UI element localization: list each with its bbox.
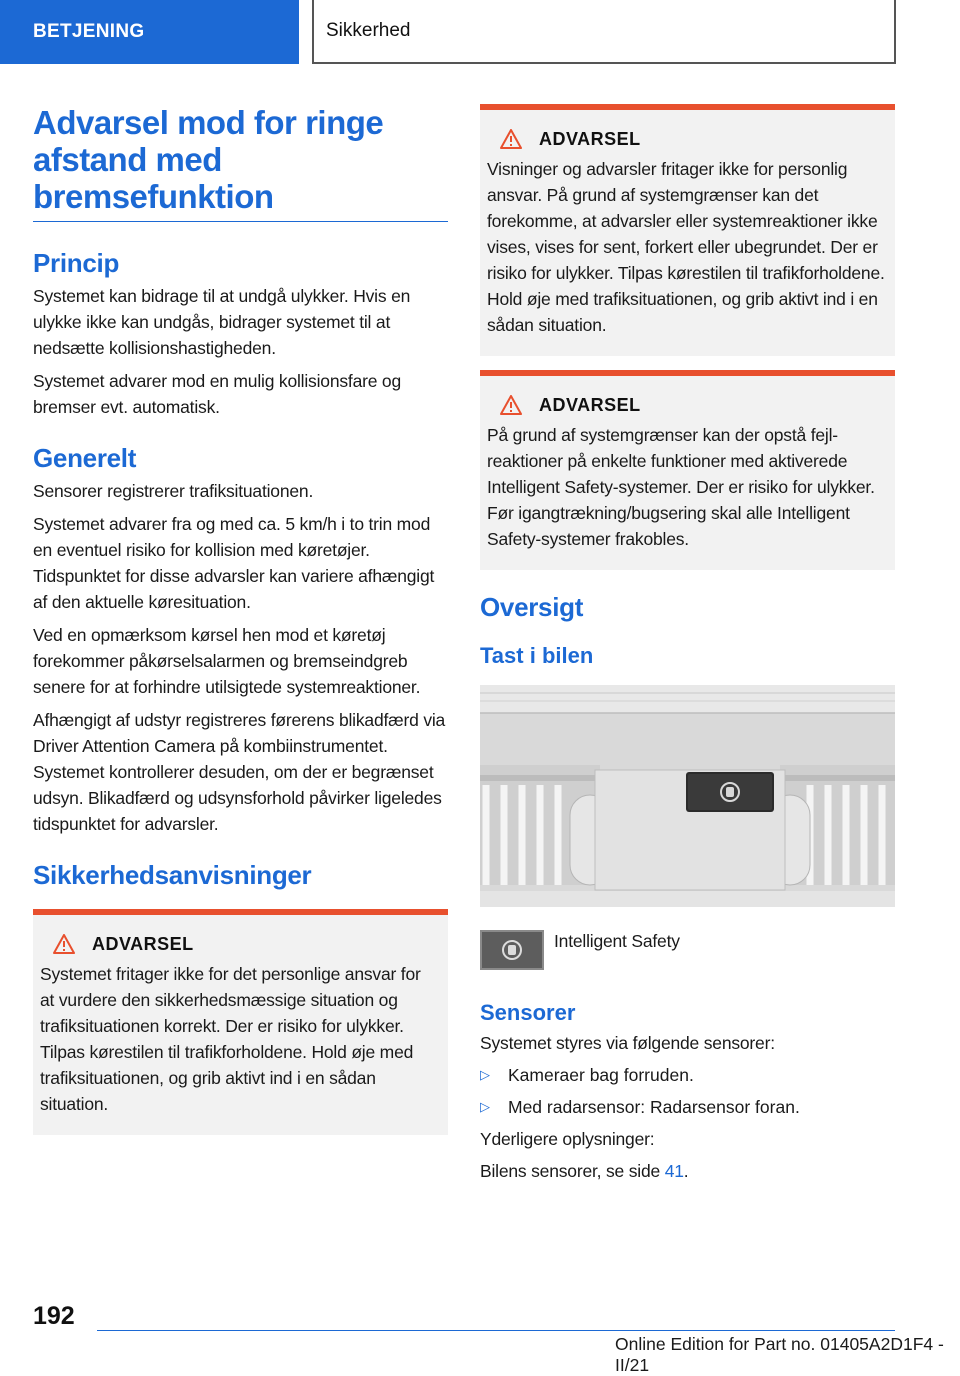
warning-text: Visninger og advarsler fritager ikke for personlig ansvar. På grund af systemgrænser kan det forekomme, at advarsler eller systemreaktioner ikke vises, vises for sent, forkert eller ubegrundet. Der er risiko for ulykker. Tilpas kørestilen til trafikforholdene. Hold øje med trafiksituationen, og grib aktivt ind i en sådan situation.: [487, 159, 885, 335]
warning-title: ADVARSEL: [539, 128, 641, 149]
list-item: [480, 1094, 895, 1120]
cross-reference-end: .: [683, 1161, 689, 1181]
sensorer-heading: Sensorer: [480, 1000, 576, 1025]
bullet-triangle-icon: ▷: [480, 1099, 490, 1114]
list-item: [480, 1062, 895, 1088]
page-title: Advarsel mod for ringe afstand med bremsefunktion: [33, 104, 448, 222]
edition-text: Online Edition for Part no. 01405A2D1F4 - II/21: [615, 1334, 944, 1375]
cross-reference-text: Bilens sensorer, se side: [480, 1161, 661, 1181]
princip-heading: Princip: [33, 248, 120, 278]
cross-reference: [480, 1158, 895, 1184]
warning-triangle-icon: [53, 934, 75, 954]
generelt-text-4: Afhængigt af udstyr registreres førerens blikadfærd via Driver Attention Camera på kombiinstrumentet. Systemet kontrollerer desuden, om der er begrænset udsyn. Blikadfærd og udsynsforhold påvirker ligeledes tidspunktet for advarsler.: [33, 710, 446, 834]
intelligent-safety-caption: Intelligent Safety: [554, 931, 680, 951]
warning-text: På grund af systemgrænser kan der opstå fejlreaktioner på enkelte funktioner med aktiverede Intelligent Safety-systemer. Der er risiko for ulykker. Før igangtrækning/bugsering skal alle Intelligent Safety-systemer frakobles.: [487, 425, 875, 549]
warning-title: ADVARSEL: [92, 933, 194, 954]
generelt-text-1: Sensorer registrerer trafiksituationen.: [33, 481, 314, 501]
right-column: [480, 104, 895, 1184]
section-label: BETJENING: [33, 21, 145, 42]
section-tab: [0, 0, 299, 64]
bullet-triangle-icon: ▷: [480, 1067, 490, 1082]
generelt-text-2: Systemet advarer fra og med ca. 5 km/h i to trin mod en eventuel risiko for kollision med køretøjer. Tidspunktet for disse advarsler kan variere afhængigt af den aktuelle køresituation.: [33, 514, 435, 612]
sikkerhed-heading: Sikkerhedsanvisninger: [33, 860, 312, 890]
page-link[interactable]: 41: [664, 1161, 684, 1181]
list-item-text: Med radarsensor: Radarsensor foran.: [508, 1097, 800, 1117]
chapter-label: Sikkerhed: [326, 20, 411, 41]
list-item-text: Kameraer bag forruden.: [508, 1065, 694, 1085]
dashboard-button-photo: [480, 685, 895, 907]
princip-text-2: Systemet advarer mod en mulig kollisionsfare og bremser evt. automatisk.: [33, 371, 401, 417]
warning-box-system-limits: [480, 370, 895, 570]
warning-title: ADVARSEL: [539, 394, 641, 415]
generelt-text-3: Ved en opmærksom kørsel hen mod et køretøj forekommer påkørselsalarmen og bremseindgreb senere for at forhindre utilsigtede systemreaktioner.: [33, 625, 421, 697]
oversigt-heading: Oversigt: [480, 592, 584, 622]
princip-text-1: Systemet kan bidrage til at undgå ulykker. Hvis en ulykke ikke kan undgås, bidrager systemet til at nedsætte kollisionshastigheden.: [33, 286, 411, 358]
warning-box-safety: [33, 909, 448, 1135]
warning-triangle-icon: [500, 395, 522, 415]
warning-box-responsibility: [480, 104, 895, 356]
warning-triangle-icon: [500, 129, 522, 149]
page-number: 192: [33, 1302, 75, 1330]
tast-heading: Tast i bilen: [480, 643, 594, 668]
sensorer-intro: Systemet styres via følgende sensorer:: [480, 1033, 775, 1053]
intelligent-safety-button-icon: [480, 930, 544, 970]
more-info-label: Yderligere oplysninger:: [480, 1129, 655, 1149]
chapter-header: [312, 0, 896, 64]
warning-text: Systemet fritager ikke for det personlige ansvar for at vurdere den sikkerhedsmæssige situation og trafiksituationen korrekt. Der er risiko for ulykker. Tilpas kørestilen til trafikforholdene. Hold øje med trafiksituationen, og grib aktivt ind i en sådan situation.: [40, 964, 421, 1114]
footer-divider: [97, 1330, 895, 1331]
left-column: [33, 104, 448, 1135]
generelt-heading: Generelt: [33, 443, 137, 473]
